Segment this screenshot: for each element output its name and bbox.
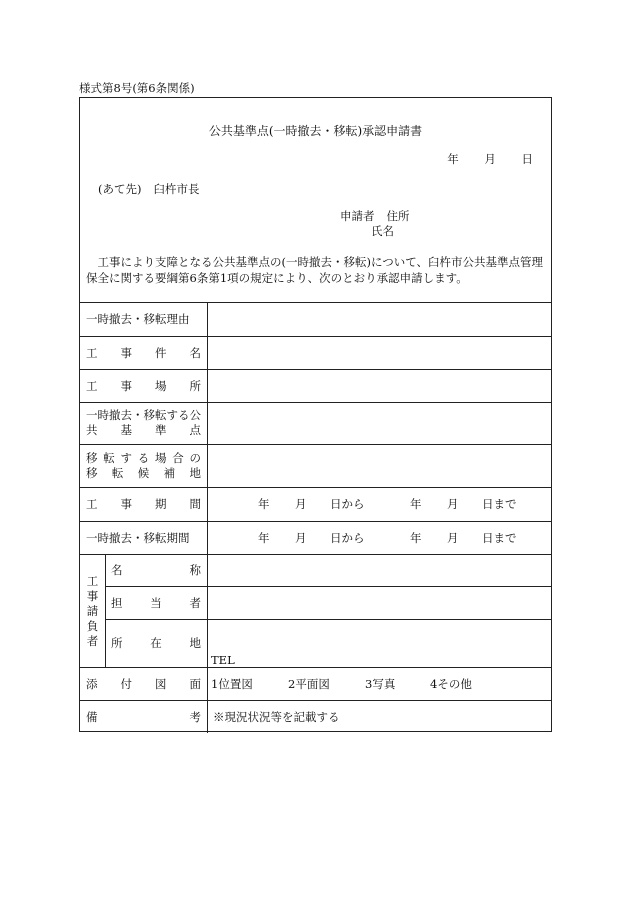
attachment-item: 3写真 xyxy=(365,676,396,691)
tel-label: TEL xyxy=(211,653,235,667)
work-period-value: 年 月 日から 年 月 日まで xyxy=(258,497,517,511)
month-label: 月 xyxy=(484,152,496,166)
body-text: 工事により支障となる公共基準点の(一時撤去・移転)について、臼杵市公共基準点管理保全に関する要綱第6条第1項の規定により、次のとおり承認申請します。 xyxy=(86,255,544,285)
applicant-address-label: 住所 xyxy=(386,209,410,223)
contractor-name-label: 名 称 xyxy=(111,563,201,577)
applicant-block: 申請者 住所 氏名 xyxy=(340,209,410,238)
removal-period-value: 年 月 日から 年 月 日まで xyxy=(258,530,517,545)
contractor-location-label: 所 在 地 xyxy=(111,636,201,650)
addressee-name: 臼杵市長 xyxy=(153,182,200,196)
applicant-name-label: 氏名 xyxy=(371,224,394,238)
remarks-text: ※現況状況等を記載する xyxy=(213,709,340,724)
removal-period-label: 一時撤去・移転期間 xyxy=(86,530,190,545)
work-name-label: 工 事 件 名 xyxy=(86,345,201,360)
attachment-item: 2平面図 xyxy=(288,676,330,691)
attachments-label: 添 付 図 面 xyxy=(86,676,201,691)
column-divider xyxy=(207,302,208,733)
date-line xyxy=(425,151,533,167)
work-place-label: 工 事 場 所 xyxy=(86,378,201,393)
attachments-list xyxy=(210,667,551,700)
contractor-header: 工 事 請 負 者 xyxy=(86,574,99,648)
attachment-item: 1位置図 xyxy=(211,676,253,691)
reason-label: 一時撤去・移転理由 xyxy=(86,312,190,326)
year-label: 年 xyxy=(447,152,459,166)
attachment-item: 4その他 xyxy=(430,676,472,691)
day-label: 日 xyxy=(521,152,533,166)
work-period-label: 工 事 期 間 xyxy=(86,497,201,511)
form-number: 様式第8号(第6条関係) xyxy=(79,81,195,95)
relocation-candidate-label: 移 転 す る 場 合 の 移 転 候 補 地 xyxy=(86,451,201,480)
form-title: 公共基準点(一時撤去・移転)承認申請書 xyxy=(208,124,423,138)
benchmark-label: 一時撤去・移転する公 共 基 準 点 xyxy=(86,408,201,437)
application-form xyxy=(79,97,552,732)
contractor-person-label: 担 当 者 xyxy=(111,595,201,610)
row-divider xyxy=(80,444,551,445)
addressee: (あて先) 臼杵市長 xyxy=(98,182,200,196)
column-divider xyxy=(105,554,106,667)
remarks-label: 備 考 xyxy=(86,709,201,724)
row-divider xyxy=(80,402,551,403)
